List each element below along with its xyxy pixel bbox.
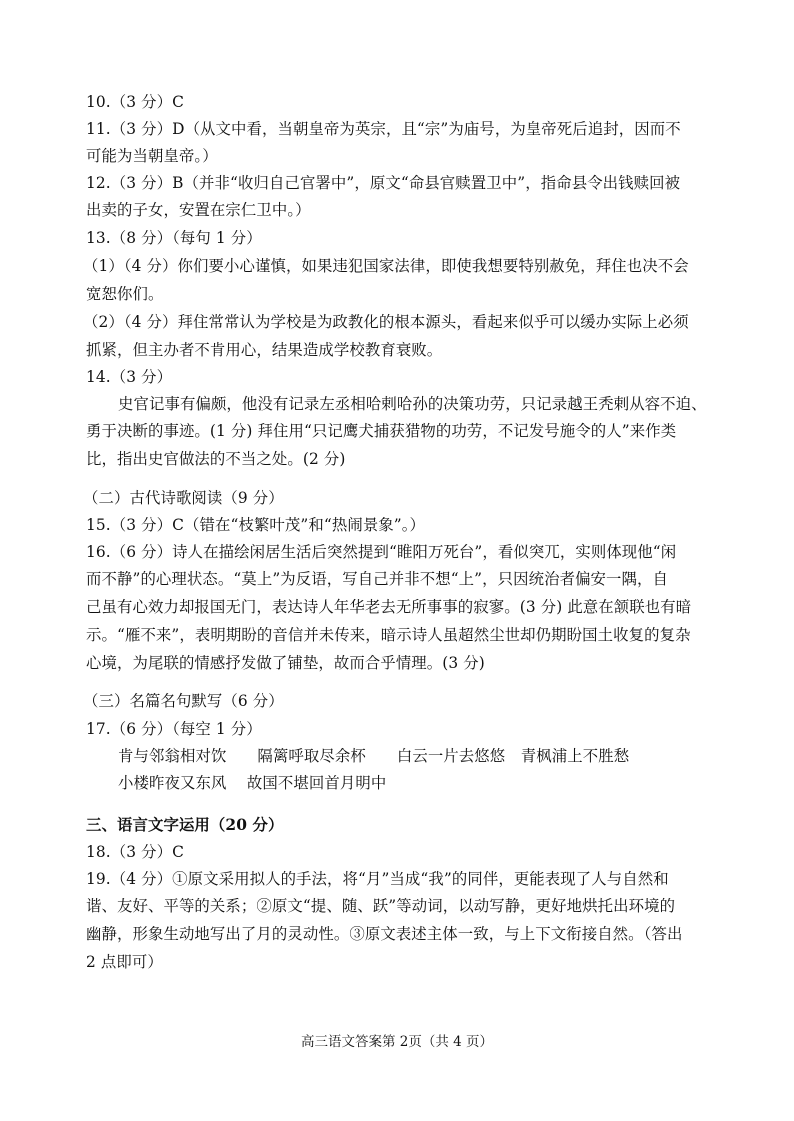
answer-14-line2: 勇于决断的事迹。(1 分) 拜住用“只记鹰犬捕获猎物的功劳，不记发号施令的人”来作类 <box>86 422 677 440</box>
answer-12-line1: 12.（3 分）B（并非“收归自己官署中”，原文“命县官赎置卫中”，指命县令出钱赎回被 <box>86 174 681 192</box>
answer-15: 15.（3 分）C（错在“枝繁叶茂”和“热闹景象”。） <box>86 516 426 534</box>
section-recitation-heading: （三）名篇名句默写（6 分） <box>83 692 284 710</box>
answer-13-2-line2: 抓紧，但主办者不肯用心，结果造成学校教育衰败。 <box>86 341 443 359</box>
answer-17-line1: 肯与邻翁相对饮 隔篱呼取尽余杯 白云一片去悠悠 青枫浦上不胜愁 <box>118 747 630 765</box>
answer-14-header: 14.（3 分） <box>86 368 173 386</box>
answer-16-line5: 心境，为尾联的情感抒发做了铺垫，故而合乎情理。(3 分) <box>86 654 485 672</box>
answer-11-line2: 可能为当朝皇帝。） <box>86 147 218 165</box>
answer-13-header: 13.（8 分）（每句 1 分） <box>86 229 262 247</box>
answer-17-header: 17.（6 分）（每空 1 分） <box>86 720 262 738</box>
answer-13-1-line2: 宽恕你们。 <box>86 285 164 303</box>
answer-19-line2: 谐、友好、平等的关系；②原文“提、随、跃”等动词，以动写静，更好地烘托出环境的 <box>86 897 676 915</box>
answer-13-2-line1: （2）（4 分）拜住常常认为学校是为政教化的根本源头，看起来似乎可以缓办实际上必须 <box>83 313 689 331</box>
answer-12-line2: 出卖的子女，安置在宗仁卫中。） <box>86 201 311 219</box>
answer-16-line4: 示。“雁不来”，表明期盼的音信并未传来，暗示诗人虽超然尘世却仍期盼国土收复的复杂 <box>86 626 691 644</box>
answer-16-line3: 己虽有心效力却报国无门，表达诗人年华老去无所事事的寂寥。(3 分) 此意在颔联也有暗 <box>86 598 692 616</box>
section-language-heading: 三、语言文字运用（20 分） <box>86 816 284 834</box>
answer-19-line4: 2 点即可） <box>86 953 163 971</box>
answer-10: 10.（3 分）C <box>86 93 185 111</box>
answer-13-1-line1: （1）（4 分）你们要小心谨慎，如果违犯国家法律，即使我想要特别赦免，拜住也决不会 <box>83 257 689 275</box>
answer-16-line2: 而不静”的心理状态。“莫上”为反语，写自己并非不想“上”，只因统治者偏安一隅，自 <box>86 570 669 588</box>
answer-18: 18.（3 分）C <box>86 843 185 861</box>
page-footer: 高三语文答案第 2页（共 4 页） <box>300 1034 494 1050</box>
section-poetry-heading: （二）古代诗歌阅读（9 分） <box>83 489 284 507</box>
answer-14-line1: 史官记事有偏颇，他没有记录左丞相哈剌哈孙的决策功劳，只记录越王秃剌从容不迫、 <box>118 395 707 413</box>
answer-17-line2: 小楼昨夜又东风 故国不堪回首月明中 <box>118 774 387 792</box>
answer-14-line3: 比，指出史官做法的不当之处。(2 分) <box>86 450 346 468</box>
answer-19-line3: 幽静，形象生动地写出了月的灵动性。③原文表述主体一致，与上下文衔接自然。（答出 <box>86 925 683 943</box>
answer-19-line1: 19.（4 分）①原文采用拟人的手法，将“月”当成“我”的同伴，更能表现了人与自然和 <box>86 870 669 888</box>
answer-16-line1: 16.（6 分）诗人在描绘闲居生活后突然提到“睢阳万死台”，看似突兀，实则体现他“闲 <box>86 543 677 561</box>
answer-11-line1: 11.（3 分）D（从文中看，当朝皇帝为英宗，且“宗”为庙号，为皇帝死后追封，因而不 <box>86 120 681 138</box>
